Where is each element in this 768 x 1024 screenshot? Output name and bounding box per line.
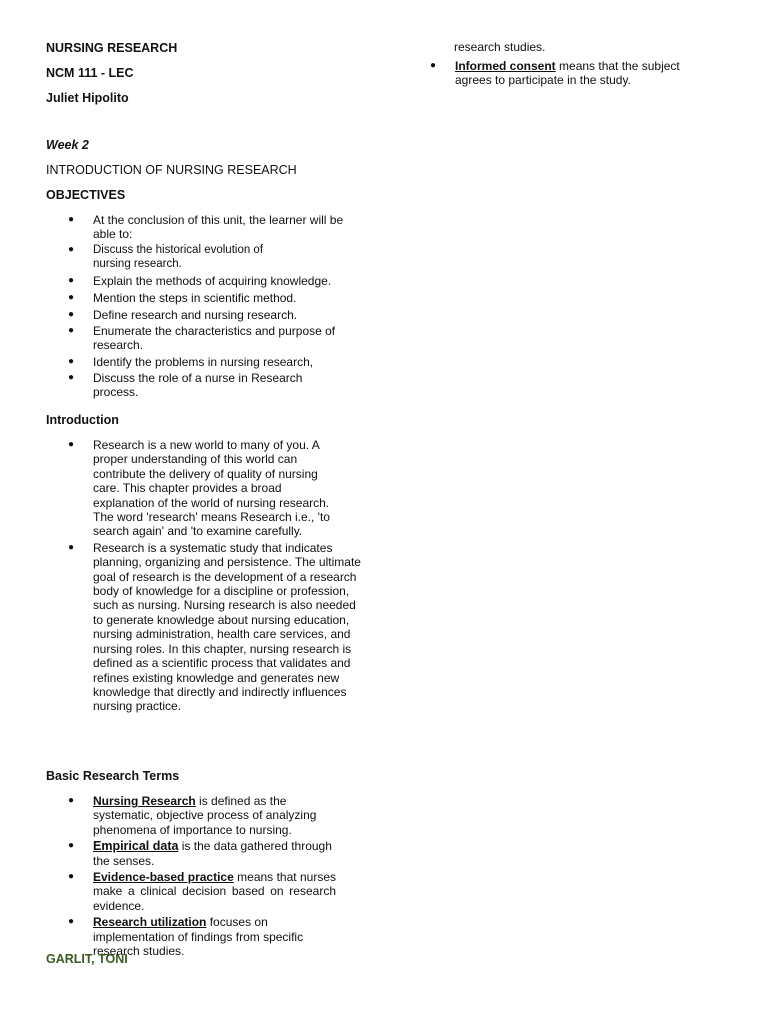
bullet-icon: ● xyxy=(68,871,75,883)
bullet-icon: ● xyxy=(68,916,75,928)
introduction-heading: Introduction xyxy=(46,413,119,427)
course-title: NURSING RESEARCH xyxy=(46,41,178,55)
bullet-icon: ● xyxy=(68,243,75,255)
bullet-icon: ● xyxy=(68,355,75,367)
term-entry xyxy=(93,915,333,959)
objective-text: Enumerate the characteristics and purpose of research. xyxy=(93,323,336,353)
bullet-icon: ● xyxy=(68,372,75,384)
objective-text: Discuss the role of a nurse in Research process. xyxy=(93,371,303,400)
objective-text: Mention the steps in scientific method. xyxy=(93,291,297,306)
term-entry xyxy=(93,839,333,868)
objectives-list xyxy=(46,213,366,400)
term-label: Evidence-based practice xyxy=(93,870,234,885)
list-item xyxy=(46,308,366,322)
list-item xyxy=(408,59,728,88)
term-definition: means that the subject agrees to participate in the study. xyxy=(455,59,680,88)
objective-text: At the conclusion of this unit, the learner will be able to: xyxy=(93,213,344,242)
list-item xyxy=(46,371,366,400)
list-item xyxy=(46,438,366,539)
basic-terms-heading: Basic Research Terms xyxy=(46,769,180,783)
objective-text: Identify the problems in nursing research, xyxy=(93,354,314,369)
term-entry xyxy=(455,59,705,88)
bullet-icon: ● xyxy=(68,309,75,321)
objective-text: Define research and nursing research. xyxy=(93,308,298,323)
list-item xyxy=(46,213,366,242)
footer-author: GARLIT, TONI xyxy=(46,952,128,966)
bullet-icon: ● xyxy=(430,60,437,71)
basic-terms-list xyxy=(46,794,366,958)
list-item xyxy=(46,870,366,913)
objective-text: Discuss the historical evolution of nursing research. xyxy=(93,243,264,271)
term-definition: means that nurses make a clinical decision based on research evidence. xyxy=(93,870,336,913)
list-item xyxy=(46,324,366,353)
list-item xyxy=(46,541,366,714)
term-entry xyxy=(93,870,336,913)
list-item xyxy=(46,243,366,272)
paragraph-text: Research is a new world to many of you. A proper understanding of this world can contribute the delivery of quality of nursing care. This chapter provides a broad explanation of the world of nursing research. The word 'research' means Research i.e., 'to search again' and 'to examine carefully. xyxy=(93,438,330,539)
bullet-icon: ● xyxy=(68,541,75,553)
term-label: Informed consent xyxy=(455,59,556,73)
course-code: NCM 111 - LEC xyxy=(46,66,134,80)
bullet-icon: ● xyxy=(68,439,75,450)
objectives-heading: OBJECTIVES xyxy=(46,188,126,202)
list-item xyxy=(46,291,366,305)
continued-text: research studies. xyxy=(454,40,546,54)
week-label: Week 2 xyxy=(46,138,89,152)
lesson-title: INTRODUCTION OF NURSING RESEARCH xyxy=(46,163,297,177)
bullet-icon: ● xyxy=(68,274,75,286)
term-label: Empirical data xyxy=(93,839,179,854)
introduction-list xyxy=(46,438,366,714)
objective-text: Explain the methods of acquiring knowledge. xyxy=(93,273,332,288)
list-item xyxy=(46,794,366,837)
term-definition: is defined as the systematic, objective process of analyzing phenomena of importance to nursing. xyxy=(93,794,317,837)
list-item xyxy=(46,274,366,288)
term-definition: focuses on implementation of findings from specific research studies. xyxy=(93,915,304,959)
paragraph-text: Research is a systematic study that indicates planning, organizing and persistence. The ultimate goal of research is the development of a research body of knowledge for a discipline or profession, such as nursing. Nursing research is also needed to generate knowledge about nursing education, nursing administration, health care services, and nursing roles. In this chapter, nursing research is defined as a scientific process that validates and refines existing knowledge and generates new knowledge that directly and indirectly influences nursing practice. xyxy=(93,540,361,714)
term-entry xyxy=(93,794,343,837)
bullet-icon: ● xyxy=(68,840,75,852)
bullet-icon: ● xyxy=(68,795,75,806)
list-item xyxy=(46,355,366,369)
instructor-name: Juliet Hipolito xyxy=(46,91,129,105)
list-item xyxy=(46,839,366,868)
bullet-icon: ● xyxy=(68,324,75,336)
term-label: Research utilization xyxy=(93,915,207,930)
basic-terms-list-continued xyxy=(408,59,728,88)
term-label: Nursing Research xyxy=(93,794,196,808)
bullet-icon: ● xyxy=(68,292,75,304)
term-definition: is the data gathered through the senses. xyxy=(93,839,332,868)
bullet-icon: ● xyxy=(68,214,75,225)
